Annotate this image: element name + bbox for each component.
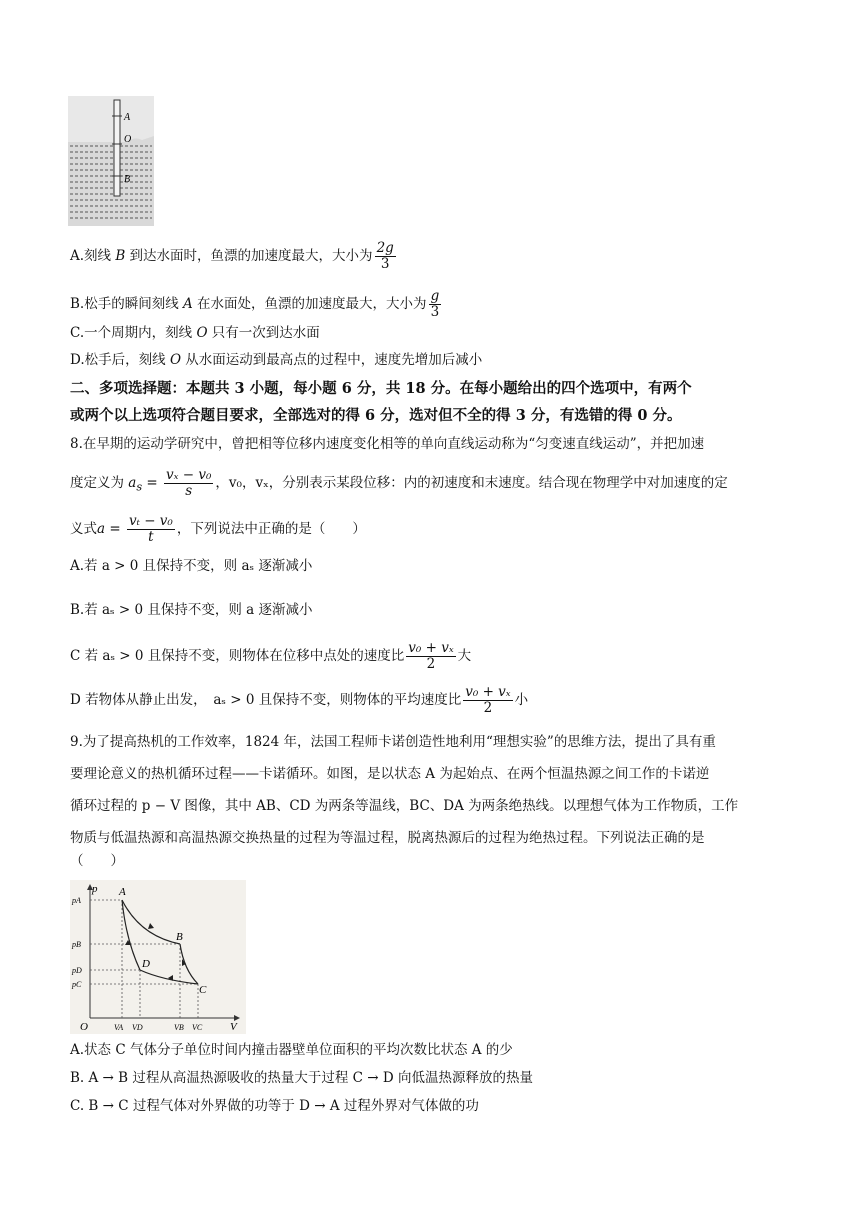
q9-stem-line1: 9.为了提高热机的工作效率，1824 年，法国工程师卡诺创造性地利用“理想实验”的思维方法，提出了具有重	[70, 734, 716, 750]
section2-heading-line1: 二、多项选择题：本题共 3 小题，每小题 6 分，共 18 分。在每小题给出的四个选项中，有两个	[70, 380, 692, 397]
pv-tick-vc: VC	[192, 1023, 203, 1032]
float-label-o: O	[124, 134, 132, 145]
pv-axis-p: p	[92, 883, 98, 895]
pv-label-a: A	[119, 886, 126, 898]
q7-option-d: D.松手后，刻线 O 从水面运动到最高点的过程中，速度先增加后减小	[70, 352, 483, 368]
pv-tick-pd: pD	[72, 966, 82, 975]
q9-option-a: A.状态 C 气体分子单位时间内撞击器壁单位面积的平均次数比状态 A 的少	[70, 1042, 513, 1058]
pv-tick-va: VA	[114, 1023, 124, 1032]
pv-tick-pa: pA	[72, 896, 81, 905]
q8-stem-line3: 义式a = $\frac{\text{vₜ − v₀}}{t}$ ，下列说法中正确的是（ ）	[70, 513, 366, 545]
q9-stem-line5: （ ）	[70, 853, 124, 869]
section2-heading-line2: 或两个以上选项符合题目要求，全部选对的得 6 分，选对但不全的得 3 分，有选错的得 0 分。	[70, 407, 682, 424]
pv-origin: O	[80, 1021, 88, 1033]
float-figure	[68, 96, 154, 226]
q9-option-c: C. B → C 过程气体对外界做的功等于 D → A 过程外界对气体做的功	[70, 1098, 479, 1114]
pv-tick-vb: VB	[174, 1023, 184, 1032]
q7-option-a: A.刻线 B 到达水面时，鱼漂的加速度最大，大小为 $\frac{2g}{3}$	[70, 240, 394, 272]
q8-stem-line2: 度定义为 $a_s$ = $\frac{\text{vₓ − v₀}}{s}$ ，v₀，vₓ，分别表示某段位移：内的初速度和末速度。结合现在物理学中对加速度的定	[70, 467, 728, 499]
q8-stem-line1: 8.在早期的运动学研究中，曾把相等位移内速度变化相等的单向直线运动称为“匀变速直线运动”，并把加速	[70, 436, 705, 452]
pv-tick-vd: VD	[132, 1023, 143, 1032]
q7-option-b: B.松手的瞬间刻线 A 在水面处，鱼漂的加速度最大，大小为 $\frac{g}{3}$	[70, 288, 440, 320]
q9-option-b: B. A → B 过程从高温热源吸收的热量大于过程 C → D 向低温热源释放的热量	[70, 1070, 533, 1086]
float-label-a: A	[124, 112, 131, 123]
q8-option-b: B.若 aₛ > 0 且保持不变，则 a 逐渐减小	[70, 602, 313, 618]
pv-tick-pb: pB	[72, 940, 81, 949]
q9-stem-line4: 物质与低温热源和高温热源交换热量的过程为等温过程，脱离热源后的过程为绝热过程。下列说法正确的是	[70, 830, 705, 846]
q8-option-c: C 若 aₛ > 0 且保持不变，则物体在位移中点处的速度比 $\frac{\text{v₀ + vₓ}}{2}$ 大	[70, 640, 472, 672]
pv-axis-v: V	[230, 1021, 237, 1033]
q9-stem-line2: 要理论意义的热机循环过程——卡诺循环。如图，是以状态 A 为起始点、在两个恒温热源之间工作的卡诺逆	[70, 766, 710, 782]
q7-option-c: C.一个周期内，刻线 O 只有一次到达水面	[70, 325, 320, 341]
q9-stem-line3: 循环过程的 p − V 图像，其中 AB、CD 为两条等温线，BC、DA 为两条绝热线。以理想气体为工作物质，工作	[70, 798, 739, 814]
pv-graph	[70, 880, 246, 1034]
pv-label-c: C	[199, 984, 207, 996]
pv-label-b: B	[176, 931, 183, 943]
pv-tick-pc: pC	[72, 980, 82, 989]
q8-option-d: D 若物体从静止出发， aₛ > 0 且保持不变，则物体的平均速度比 $\frac{\text{v₀ + vₓ}}{2}$ 小	[70, 684, 529, 716]
pv-label-d: D	[142, 958, 150, 970]
float-label-b: B	[124, 174, 131, 185]
q8-option-a: A.若 a > 0 且保持不变，则 aₛ 逐渐减小	[70, 558, 313, 574]
